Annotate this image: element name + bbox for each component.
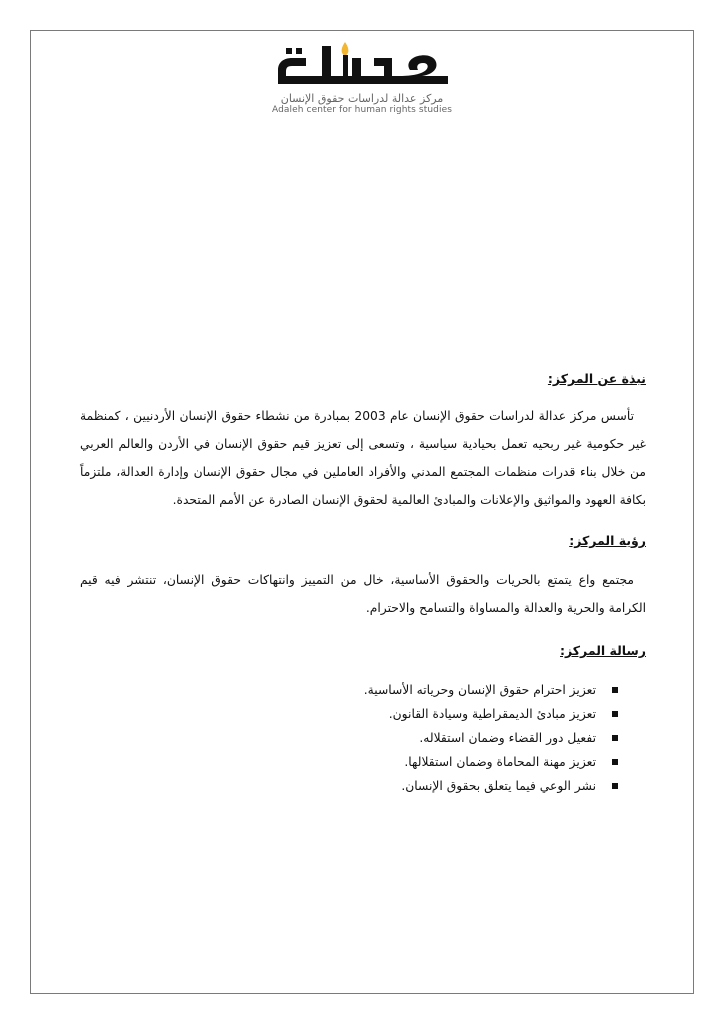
- mission-heading: رسالة المركز:: [560, 643, 646, 658]
- square-bullet-icon: [612, 711, 618, 717]
- logo-arabic-tagline: مركز عدالة لدراسات حقوق الإنسان: [280, 92, 444, 105]
- vision-paragraph: مجتمع واع يتمتع بالحريات والحقوق الأساسية، خال من التمييز وانتهاكات حقوق الإنسان، تنتشر فيه قيم الكرامة والحرية والعدالة والمساواة والتسامح والاحترام.: [80, 573, 646, 615]
- list-item-text: تعزيز مبادئ الديمقراطية وسيادة القانون.: [388, 707, 596, 721]
- document-body: [80, 368, 646, 798]
- about-heading: نبذة عن المركز:: [547, 371, 646, 386]
- list-item-text: تعزيز مهنة المحاماة وضمان استقلالها.: [404, 755, 596, 769]
- list-item-text: تعزيز احترام حقوق الإنسان وحرياته الأساسية.: [363, 683, 596, 697]
- list-item: [80, 702, 618, 726]
- flame-icon: [342, 42, 349, 56]
- mission-list: [80, 678, 646, 798]
- list-item-text: تفعيل دور القضاء وضمان استقلاله.: [419, 731, 596, 745]
- square-bullet-icon: [612, 783, 618, 789]
- list-item-text: نشر الوعي فيما يتعلق بحقوق الإنسان.: [401, 779, 596, 793]
- square-bullet-icon: [612, 759, 618, 765]
- square-bullet-icon: [612, 687, 618, 693]
- list-item: [80, 774, 618, 798]
- adaleh-logo: [268, 40, 458, 118]
- list-item: [80, 750, 618, 774]
- list-item: [80, 726, 618, 750]
- vision-heading: رؤية المركز:: [569, 533, 646, 548]
- about-paragraph: تأسس مركز عدالة لدراسات حقوق الإنسان عام 2003 بمبادرة من نشطاء حقوق الإنسان الأردنيين ، كمنظمة غير حكومية غير ربحيه تعمل بحيادية سياسية ، وتسعى إلى تعزيز قيم حقوق الإنسان في الأردن والعالم العربي من خلال بناء قدرات منظمات المجتمع المدني والأفراد العاملين في مجال حقوق الإنسان وإدارة العدالة، ملتزماً بكافة العهود والمواثيق والإعلانات والمبادئ العالمية لحقوق الإنسان الصادرة عن الأمم المتحدة.: [80, 409, 646, 507]
- logo-english-tagline: Adaleh center for human rights studies: [272, 105, 452, 115]
- list-item: [80, 678, 618, 702]
- square-bullet-icon: [612, 735, 618, 741]
- adaleh-wordmark-logo: [272, 40, 454, 92]
